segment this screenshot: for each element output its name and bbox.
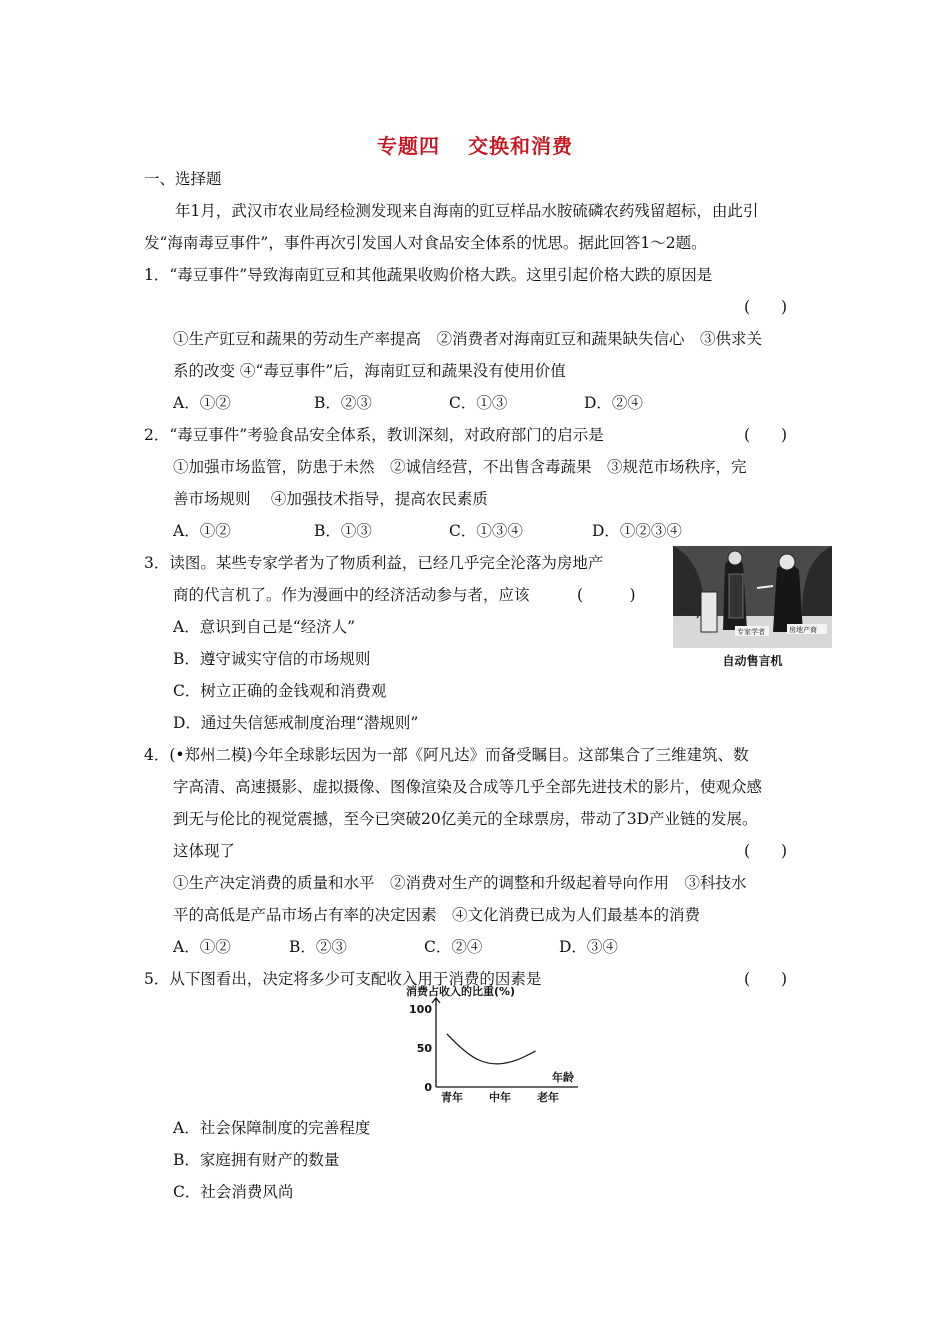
q2-statement-line: ①加强市场监管，防患于未然 ②诚信经营，不出售含毒蔬果 ③规范市场秩序，完 (173, 458, 747, 476)
consumption-ratio-chart (402, 983, 592, 1105)
chart-y-tick-label: 100 (409, 1002, 432, 1016)
page-title (0, 130, 950, 159)
q1-option-d: D．②④ (584, 394, 643, 412)
q4-stem: 字高清、高速摄影、虚拟摄像、图像渲染及合成等几乎全部先进技术的影片，使观众感 (173, 778, 763, 796)
chart-y-tick-label: 50 (416, 1041, 432, 1055)
q3-stem: 3．读图。某些专家学者为了物质利益，已经几乎完全沦落为房地产 (144, 554, 604, 572)
q5-stem: 5．从下图看出，决定将多少可支配收入用于消费的因素是 (144, 970, 542, 988)
vending-machine-cartoon (673, 546, 832, 648)
q5-option-c: C．社会消费风尚 (173, 1183, 294, 1201)
q5-option-a: A．社会保障制度的完善程度 (173, 1119, 371, 1137)
q4-statement-line: 平的高低是产品市场占有率的决定因素 ④文化消费已成为人们最基本的消费 (173, 906, 701, 924)
cartoon-caption: 自动售言机 (722, 654, 783, 668)
intro-line: 年1月，武汉市农业局经检测发现来自海南的豇豆样品水胺硫磷农药残留超标，由此引 (175, 202, 759, 220)
q4-stem: 4．(•郑州二模)今年全球影坛因为一部《阿凡达》而备受瞩目。这部集合了三维建筑、数 (144, 746, 749, 764)
q2-statement-line: 善市场规则 ④加强技术指导，提高农民素质 (173, 490, 488, 508)
chart-x-axis-label: 年龄 (552, 1071, 574, 1084)
title-main: 专题四 (377, 134, 440, 158)
q4-statement-line: ①生产决定消费的质量和水平 ②消费对生产的调整和升级起着导向作用 ③科技水 (173, 874, 747, 892)
q3-option-c: C．树立正确的金钱观和消费观 (173, 682, 387, 700)
q4-answer-blank: ( ) (744, 842, 788, 860)
q1-option-a: A．①② (173, 394, 231, 412)
chart-x-tick-label: 青年 (441, 1091, 463, 1104)
cartoon-label-developer: 房地产商 (789, 626, 817, 634)
q2-option-b: B．①③ (314, 522, 372, 540)
section-heading: 一、选择题 (144, 170, 222, 188)
q3-stem: 商的代言机了。作为漫画中的经济活动参与者，应该 (173, 586, 530, 604)
intro-line: 发“海南毒豆事件”，事件再次引发国人对食品安全体系的忧思。据此回答1～2题。 (144, 234, 707, 252)
q1-statement-line: ①生产豇豆和蔬果的劳动生产率提高 ②消费者对海南豇豆和蔬果缺失信心 ③供求关 (173, 330, 763, 348)
q4-option-a: A．①② (173, 938, 231, 956)
q4-option-c: C．②④ (424, 938, 483, 956)
q4-option-b: B．②③ (289, 938, 347, 956)
q1-stem: 1．“毒豆事件”导致海南豇豆和其他蔬果收购价格大跌。这里引起价格大跌的原因是 (144, 266, 713, 284)
q3-option-b: B．遵守诚实守信的市场规则 (173, 650, 371, 668)
q5-option-b: B．家庭拥有财产的数量 (173, 1151, 340, 1169)
chart-series-line (447, 1034, 536, 1064)
q2-stem: 2．“毒豆事件”考验食品安全体系，教训深刻，对政府部门的启示是 (144, 426, 604, 444)
q1-option-b: B．②③ (314, 394, 372, 412)
q1-answer-blank: ( ) (744, 298, 788, 316)
q4-stem: 到无与伦比的视觉震撼，至今已突破20亿美元的全球票房，带动了3D产业链的发展。 (173, 810, 758, 828)
chart-x-tick-label: 中年 (489, 1091, 511, 1104)
chart-x-tick-label: 老年 (537, 1091, 559, 1104)
q4-stem: 这体现了 (173, 842, 236, 860)
cartoon-label-expert: 专家学者 (737, 628, 765, 636)
q3-answer-blank: ( ) (577, 586, 636, 604)
q3-option-d: D．通过失信惩戒制度治理“潜规则” (173, 714, 419, 732)
chart-y-tick-label: 0 (424, 1081, 432, 1094)
q1-statement-line: 系的改变 ④“毒豆事件”后，海南豇豆和蔬果没有使用价值 (173, 362, 566, 380)
q3-option-a: A．意识到自己是“经济人” (173, 618, 356, 636)
q2-option-c: C．①③④ (449, 522, 523, 540)
q5-answer-blank: ( ) (744, 970, 788, 988)
q2-answer-blank: ( ) (744, 426, 788, 444)
q4-option-d: D．③④ (559, 938, 618, 956)
chart-y-axis-label: 消费占收入的比重(%) (406, 985, 516, 998)
q2-option-d: D．①②③④ (592, 522, 682, 540)
q2-option-a: A．①② (173, 522, 231, 540)
title-sub: 交换和消费 (468, 134, 573, 158)
q1-option-c: C．①③ (449, 394, 508, 412)
